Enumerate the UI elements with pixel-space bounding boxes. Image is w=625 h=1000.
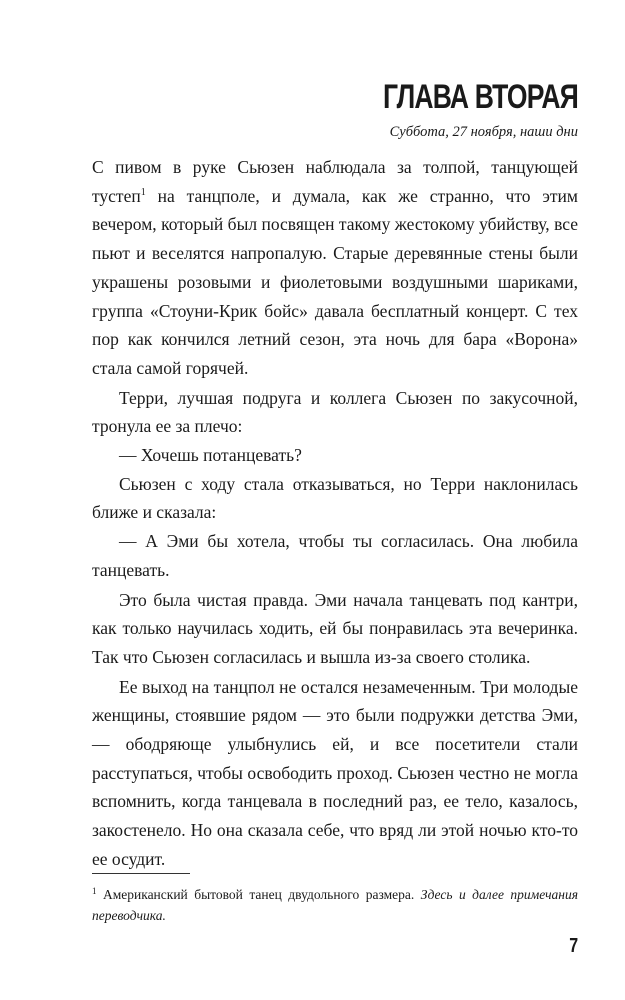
chapter-subtitle: Суббота, 27 ноября, наши дни [389,124,578,140]
paragraph-2: Терри, лучшая подруга и коллега Сьюзен по закусочной, тронула ее за плечо: [92,387,578,437]
footnote-reference[interactable]: 1 [140,186,146,198]
dialogue-line-2: — А Эми бы хотела, чтобы ты согласилась. Она любила танцевать. [92,531,578,580]
paragraph-1 [92,153,578,383]
paragraph-1-after: на танцполе, и думала, как же странно, что этим вечером, который был посвящен такому жестокому убийству, все пьют и веселятся напропалую. Старые деревянные стены были украшены розовыми и фиолетовыми воздушными шариками, группа «Стоуни-Крик бойс» давала бесплатный концерт. С тех пор как кончился летний сезон, эта ночь для бара «Ворона» стала самой горячей. [92,185,578,378]
footnote-text: Американский бытовой танец двудольного размера. [96,887,421,902]
footnote-translator-note: Здесь и далее примечания переводчика. [92,887,578,923]
paragraph-3: Сьюзен с ходу стала отказываться, но Терри наклонилась ближе и сказала: [92,473,578,523]
footnote [92,884,578,926]
paragraph-4: Это была чистая правда. Эми начала танцевать под кантри, как только научилась ходить, ей бы понравилась эта вечеринка. Так что Сьюзен согласилась и вышла из-за своего столика. [92,589,578,667]
dialogue-line-1: — Хочешь потанцевать? [119,445,302,466]
page-number: 7 [569,935,578,957]
footnote-divider [92,873,190,874]
chapter-title: ГЛАВА ВТОРАЯ [382,78,578,116]
footnote-number: 1 [92,886,97,896]
body-text [92,153,578,874]
paragraph-1-before: С пивом в руке Сьюзен наблюдала за толпой, танцующей тустеп [92,157,578,206]
paragraph-5: Ее выход на танцпол не остался незамеченным. Три молодые женщины, стоявшие рядом — это были подружки детства Эми, — ободряюще улыбнулись ей, и все посетители стали расступаться, чтобы освободить проход. Сьюзен честно не могла вспомнить, когда танцевала в последний раз, ее тело, казалось, закостенело. Но она сказала себе, что вряд ли этой ночью кто-то ее осудит. [92,676,578,869]
